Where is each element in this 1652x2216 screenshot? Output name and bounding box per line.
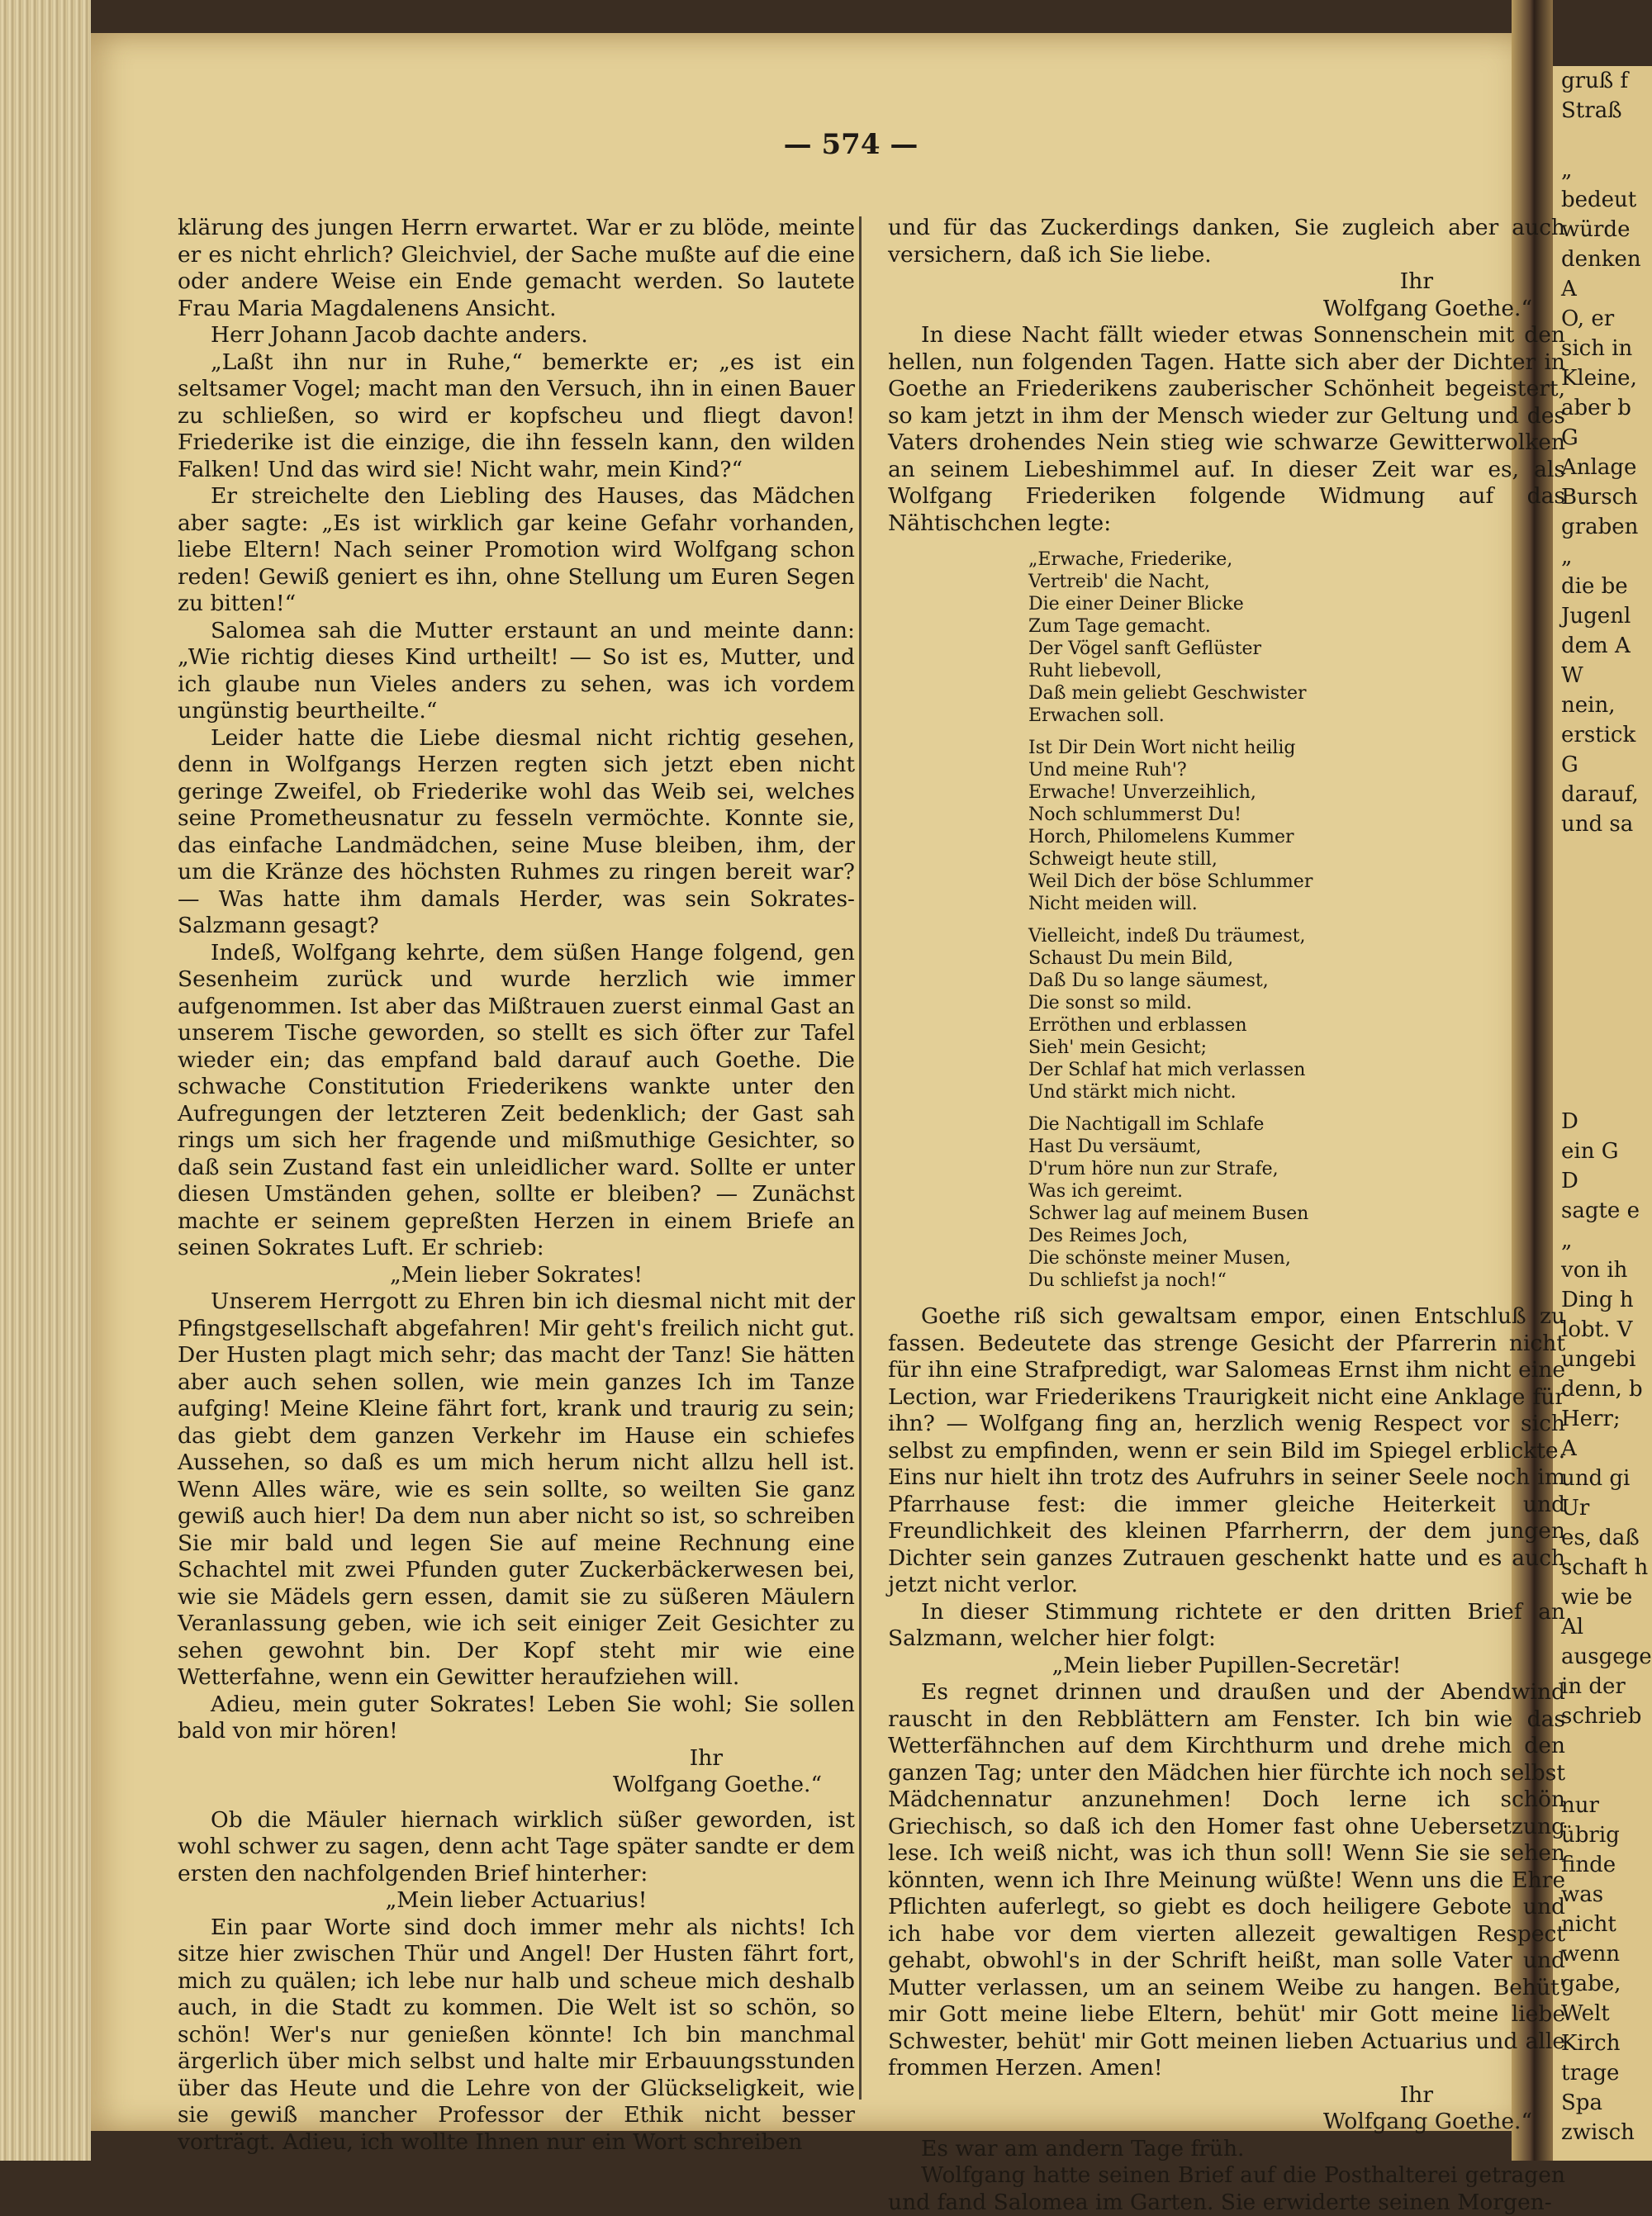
poem-line: Zum Tage gemacht.	[1028, 616, 1211, 637]
next-page-text: darauf,	[1561, 782, 1639, 807]
next-page-text	[1553, 1077, 1652, 1107]
letter-signature	[888, 2082, 1565, 2136]
next-page-text: übrig	[1561, 1823, 1620, 1848]
next-page-text	[1553, 899, 1652, 928]
next-page-fragment	[1553, 66, 1652, 2161]
poem-line: Schwer lag auf meinem Busen	[1028, 1203, 1309, 1224]
letter-salutation: „Mein lieber Actuarius!	[385, 1887, 648, 1913]
poem-stanza	[1028, 548, 1565, 727]
letter-salutation: „Mein lieber Pupillen-Secretär!	[1051, 1652, 1402, 1678]
book-page-edges	[0, 0, 91, 2161]
next-page-text: W	[1561, 663, 1583, 688]
next-page-text: denken	[1561, 247, 1641, 272]
paragraph: und für das Zuckerdings danken, Sie zugleich aber auch versichern, daß ich Sie liebe.	[888, 215, 1565, 268]
next-page-text: die be	[1561, 574, 1628, 599]
next-page-text: Ding h	[1561, 1288, 1634, 1312]
letter-signature	[178, 1745, 855, 1799]
next-page-text	[1553, 839, 1652, 869]
next-page-text: ein G	[1561, 1139, 1619, 1164]
poem-line: Die Nachtigall im Schlafe	[1028, 1114, 1265, 1135]
next-page-text: graben	[1561, 515, 1639, 539]
next-page-text: Herr;	[1561, 1407, 1621, 1431]
paragraph: Indeß, Wolfgang kehrte, dem süßen Hange folgend, gen Sesenheim zurück und wurde herzlich wie immer aufgenommen. Ist aber das Mißtrauen zuerst einmal Gast an unserem Tische geworden, so stellt es sich öfter zur Tafel wieder ein; das empfand bald darauf auch Goethe. Die schwache Constitution Friederikens wankte unter den Aufregungen der letzteren Zeit bedenklich; der Gast sah rings um sich her fragende und mißmuthige Gesichter, so daß sein Zustand fast ein unleidlicher ward. Sollte er unter diesen Umständen gehen, sollte er bleiben? — Zunächst machte er seinem gepreßten Herzen in einem Briefe an seinen Sokrates Luft. Er schrieb:	[178, 939, 855, 1260]
next-page-text: „	[1561, 544, 1573, 569]
poem-line: Erröthen und erblassen	[1028, 1015, 1247, 1036]
next-page-text	[1553, 869, 1652, 899]
poem-line: Die sonst so mild.	[1028, 993, 1193, 1013]
next-page-text: trage	[1561, 2061, 1620, 2086]
next-page-text: Bursch	[1561, 485, 1638, 510]
poem-line: Weil Dich der böse Schlummer	[1028, 871, 1313, 892]
signature-name: Wolfgang Goethe.“	[1322, 295, 1532, 321]
poem-line: Die einer Deiner Blicke	[1028, 594, 1244, 615]
next-page-text: was	[1561, 1882, 1604, 1907]
letter-close: Adieu, mein guter Sokrates! Leben Sie wohl; Sie sollen bald von mir hören!	[178, 1691, 855, 1744]
paragraph: Ob die Mäuler hiernach wirklich süßer geworden, ist wohl schwer zu sagen, denn acht Tage später sandte er dem ersten den nachfolgenden Brief hinterher:	[178, 1806, 855, 1886]
signature-name: Wolfgang Goethe.“	[1322, 2109, 1532, 2134]
right-column	[888, 215, 1565, 2215]
next-page-text	[1553, 988, 1652, 1018]
next-page-text: schaft h	[1561, 1555, 1649, 1580]
next-page-text: Anlage	[1561, 455, 1637, 480]
next-page-text: zwisch	[1561, 2120, 1635, 2145]
paragraph: In dieser Stimmung richtete er den dritten Brief an Salzmann, welcher hier folgt:	[888, 1598, 1565, 1651]
next-page-text: erstick	[1561, 723, 1636, 747]
paragraph: Herr Johann Jacob dachte anders.	[211, 322, 588, 348]
signature-name: Wolfgang Goethe.“	[612, 1772, 822, 1797]
poem-line: Der Schlaf hat mich verlassen	[1028, 1060, 1306, 1080]
next-page-text: und gi	[1561, 1466, 1631, 1491]
next-page-text: denn, b	[1561, 1377, 1643, 1402]
next-page-text: D	[1561, 1169, 1578, 1193]
next-page-text: nicht	[1561, 1912, 1616, 1937]
paragraph: Salomea sah die Mutter erstaunt an und meinte dann: „Wie richtig dieses Kind urtheilt! — So ist es, Mutter, und ich glaube nun Vieles anders zu sehen, was ich vordem ungünstig beurtheilte.“	[178, 617, 855, 724]
poem-line: Schweigt heute still,	[1028, 849, 1218, 870]
next-page-text: „	[1561, 1228, 1573, 1253]
next-page-text: ungebi	[1561, 1347, 1636, 1372]
next-page-text: gabe,	[1561, 1972, 1621, 1996]
next-page-text: schrieb	[1561, 1704, 1642, 1729]
next-page-text: finde	[1561, 1853, 1616, 1877]
next-page-text: würde	[1561, 217, 1631, 242]
next-page-text: dem A	[1561, 633, 1631, 658]
poem-line: Du schliefst ja noch!“	[1028, 1270, 1227, 1291]
letter-signature	[888, 268, 1565, 322]
next-page-text: nein,	[1561, 693, 1616, 718]
letter-body: Es regnet drinnen und draußen und der Abendwind rauscht in den Rebblättern am Fenster. Ich bin wie das Wetterfähnchen auf dem Kirchthurm und drehe mich den ganzen Tag; unter den Mädchen hier fürchte ich noch selbst Mädchennatur anzunehmen! Doch lerne ich schön Griechisch, so daß ich den Homer fast ohne Uebersetzung lese. Ich weiß nicht, was ich thun soll! Wenn Sie sie sehen könnten, wenn ich Ihre Meinung wüßte! Wenn uns die Ehre Pflichten auferlegt, so giebt es doch heiligere Gebote und ich habe vor dem vierten allezeit gewaltigen Respect gehabt, obwohl's in der Schrift heißt, man solle Vater und Mutter verlassen, um an seinem Weibe zu hangen. Behüt' mir Gott meine liebe Eltern, behüt' mir Gott meine liebe Schwester, behüt' mir Gott meinen lieben Actuarius und alle frommen Herzen. Amen!	[888, 1679, 1565, 2081]
poem-line: Ruht liebevoll,	[1028, 661, 1162, 681]
next-page-text: lobt. V	[1561, 1317, 1633, 1342]
next-page-text: bedeut	[1561, 187, 1637, 212]
left-column	[178, 215, 855, 2155]
next-page-text: wie be	[1561, 1585, 1633, 1610]
poem-stanza	[1028, 925, 1565, 1103]
next-page-text: es, daß	[1561, 1526, 1640, 1550]
signature-ihr: Ihr	[1399, 2081, 1433, 2108]
next-page-text: Straß	[1561, 98, 1622, 123]
poem-line: Noch schlummerst Du!	[1028, 804, 1241, 825]
next-page-text: Kirch	[1561, 2031, 1621, 2056]
poem-line: Des Reimes Joch,	[1028, 1226, 1189, 1246]
poem-line: Der Vögel sanft Geflüster	[1028, 638, 1262, 659]
poem-line: Und meine Ruh'?	[1028, 760, 1187, 781]
next-page-text: nur	[1561, 1793, 1599, 1818]
paragraph: „Laßt ihn nur in Ruhe,“ bemerkte er; „es ist ein seltsamer Vogel; macht man den Versuch, ihn in einen Bauer zu schließen, so wird er kopfscheu und fliegt davon! Friederike ist die einzige, die ihn fesseln kann, den wilden Falken! Und das wird sie! Nicht wahr, mein Kind?“	[178, 349, 855, 482]
next-page-text	[1553, 1761, 1652, 1791]
next-page-text: und sa	[1561, 812, 1634, 837]
poem-line: Hast Du versäumt,	[1028, 1136, 1202, 1157]
poem-line: Vielleicht, indeß Du träumest,	[1028, 926, 1306, 947]
poem-line: Sieh' mein Gesicht;	[1028, 1037, 1208, 1058]
next-page-text: von ih	[1561, 1258, 1628, 1283]
next-page-text	[1553, 1047, 1652, 1077]
next-page-text: aber b	[1561, 396, 1631, 420]
next-page-text	[1553, 1018, 1652, 1047]
poem-line: Was ich gereimt.	[1028, 1181, 1183, 1202]
poem-line: Erwache! Unverzeihlich,	[1028, 782, 1256, 803]
letter-body: Unserem Herrgott zu Ehren bin ich diesmal nicht mit der Pfingstgesellschaft abgefahren! Mir geht's freilich nicht gut. Der Husten plagt mich sehr; das macht der Tanz! Sie hätten aber auch sehen sollen, wie mein ganzes Ich im Tanze aufging! Meine Kleine fährt fort, krank und traurig zu sein; das giebt dem ganzen Verkehr im Hause ein schiefes Aussehen, so daß es um mich herum nicht allzu hell ist. Wenn Alles wäre, wie es sein sollte, so weilten Sie ganz gewiß auch hier! Da dem nun aber nicht so ist, so schreiben Sie mir bald und legen Sie auf meine Rechnung eine Schachtel mit zwei Pfunden guter Zuckerbäckerwesen bei, wie sie Mädels gern essen, damit sie zu süßeren Mäulern Veranlassung geben, wie ich seit einiger Zeit Gesichter zu sehen gewohnt bin. Der Kopf steht mir wie eine Wetterfahne, wenn ein Gewitter heraufziehen will.	[178, 1288, 855, 1690]
next-page-text: „	[1561, 158, 1573, 183]
poem-line: Daß Du so lange säumest,	[1028, 970, 1269, 991]
letter-body: Ein paar Worte sind doch immer mehr als nichts! Ich sitze hier zwischen Thür und Angel! Der Husten fährt fort, mich zu quälen; ich lebe nur halb und scheue mich deshalb auch, in die Stadt zu kommen. Die Welt ist so schön, so schön! Wer's nur genießen könnte! Ich bin manchmal ärgerlich über mich selbst und halte mir Erbauungsstunden über das Heute und die Lehre von der Glückseligkeit, wie sie gewiß mancher Professor der Ethik nicht besser vorträgt. Adieu, ich wollte Ihnen nur ein Wort schreiben	[178, 1914, 855, 2155]
poem-line: Ist Dir Dein Wort nicht heilig	[1028, 738, 1296, 758]
next-page-text: sagte e	[1561, 1198, 1640, 1223]
next-page-text: Spa	[1561, 2090, 1602, 2115]
poem-line: Nicht meiden will.	[1028, 894, 1198, 914]
poem-line: Und stärkt mich nicht.	[1028, 1082, 1237, 1103]
poem	[1028, 548, 1565, 1292]
signature-ihr: Ihr	[1399, 268, 1433, 294]
next-page-text: wenn	[1561, 1942, 1621, 1967]
next-page-text: Kleine,	[1561, 366, 1637, 391]
next-page-text: O, er	[1561, 306, 1615, 331]
next-page-text: Welt	[1561, 2001, 1610, 2026]
next-page-text: A	[1561, 277, 1577, 301]
next-page-text: D	[1561, 1109, 1578, 1134]
column-divider	[859, 216, 862, 2100]
poem-line: Daß mein geliebt Geschwister	[1028, 683, 1307, 704]
next-page-text: G	[1561, 425, 1578, 450]
poem-line: Vertreib' die Nacht,	[1028, 572, 1210, 592]
poem-line: Erwachen soll.	[1028, 705, 1165, 726]
next-page-text	[1553, 958, 1652, 988]
next-page-text: G	[1561, 752, 1578, 777]
next-page-text: Al	[1561, 1615, 1584, 1639]
next-page-text: sich in	[1561, 336, 1633, 361]
poem-stanza	[1028, 1113, 1565, 1292]
next-page-text	[1553, 928, 1652, 958]
next-page-text: in der	[1561, 1674, 1626, 1699]
paragraph: In diese Nacht fällt wieder etwas Sonnenschein mit den hellen, nun folgenden Tagen. Hatte sich aber der Dichter in Goethe an Friederikens zauberischer Schönheit begeistert, so kam jetzt in ihm der Mensch wieder zur Geltung und des Vaters drohendes Nein stieg wie schwarze Gewitterwolken an seinem Liebeshimmel auf. In dieser Zeit war es, als Wolfgang Friederiken folgende Widmung auf das Nähtischchen legte:	[888, 322, 1565, 536]
paragraph: Wolfgang hatte seinen Brief auf die Posthalterei getragen und fand Salomea im Garten. Sie erwiderte seinen Morgen-	[888, 2162, 1565, 2215]
next-page-text: gruß f	[1561, 69, 1629, 93]
poem-line: Die schönste meiner Musen,	[1028, 1248, 1291, 1269]
poem-stanza	[1028, 737, 1565, 915]
paragraph: Er streichelte den Liebling des Hauses, das Mädchen aber sagte: „Es ist wirklich gar keine Gefahr vorhanden, liebe Eltern! Nach seiner Promotion wird Wolfgang schon reden! Gewiß geniert es ihn, ohne Stellung um Euren Segen zu bitten!“	[178, 483, 855, 616]
next-page-text: Ur	[1561, 1496, 1590, 1521]
paragraph: Leider hatte die Liebe diesmal nicht richtig gesehen, denn in Wolfgangs Herzen regten sich jetzt eben nicht geringe Zweifel, ob Friederike wohl das Weib sei, welches seine Prometheusnatur zu fesseln vermöchte. Konnte sie, das einfache Landmädchen, seine Muse bleiben, ihm, der um die Kränze des höchsten Ruhmes zu ringen bereit war? — Was hatte ihm damals Herder, was sein Sokrates-Salzmann gesagt?	[178, 724, 855, 938]
poem-line: Schaust Du mein Bild,	[1028, 948, 1234, 969]
poem-line: „Erwache, Friederike,	[1028, 549, 1233, 570]
next-page-text: ausgege	[1561, 1644, 1652, 1669]
page-number: — 574 —	[783, 128, 919, 161]
signature-ihr: Ihr	[689, 1744, 723, 1771]
poem-line: Horch, Philomelens Kummer	[1028, 827, 1294, 847]
next-page-text: A	[1561, 1436, 1577, 1461]
paragraph: Goethe riß sich gewaltsam empor, einen Entschluß zu fassen. Bedeutete das strenge Gesicht der Pfarrerin nicht für ihn eine Strafpredigt, war Salomeas Ernst ihm nicht eine Lection, war Friederikens Traurigkeit nicht eine Anklage für ihn? — Wolfgang fing an, herzlich wenig Respect vor sich selbst zu empfinden, wenn er sein Bild im Spiegel erblickte. Eins nur hielt ihn trotz des Aufruhrs in seiner Seele noch im Pfarrhause fest: die immer gleiche Heiterkeit und Freundlichkeit des kleinen Pfarrherrn, der dem jungen Dichter sein ganzes Zutrauen geschenkt hatte und es auch jetzt nicht verlor.	[888, 1303, 1565, 1597]
next-page-text: Jugenl	[1561, 604, 1631, 629]
next-page-text	[1553, 126, 1652, 155]
next-page-text	[1553, 1731, 1652, 1761]
poem-line: D'rum höre nun zur Strafe,	[1028, 1159, 1279, 1179]
paragraph: Es war am andern Tage früh.	[921, 2135, 1245, 2161]
paragraph: klärung des jungen Herrn erwartet. War er zu blöde, meinte er es nicht ehrlich? Gleichviel, der Sache mußte auf die eine oder andere Weise ein Ende gemacht werden. So lautete Frau Maria Magdalenens Ansicht.	[178, 215, 855, 321]
letter-salutation: „Mein lieber Sokrates!	[389, 1261, 643, 1288]
